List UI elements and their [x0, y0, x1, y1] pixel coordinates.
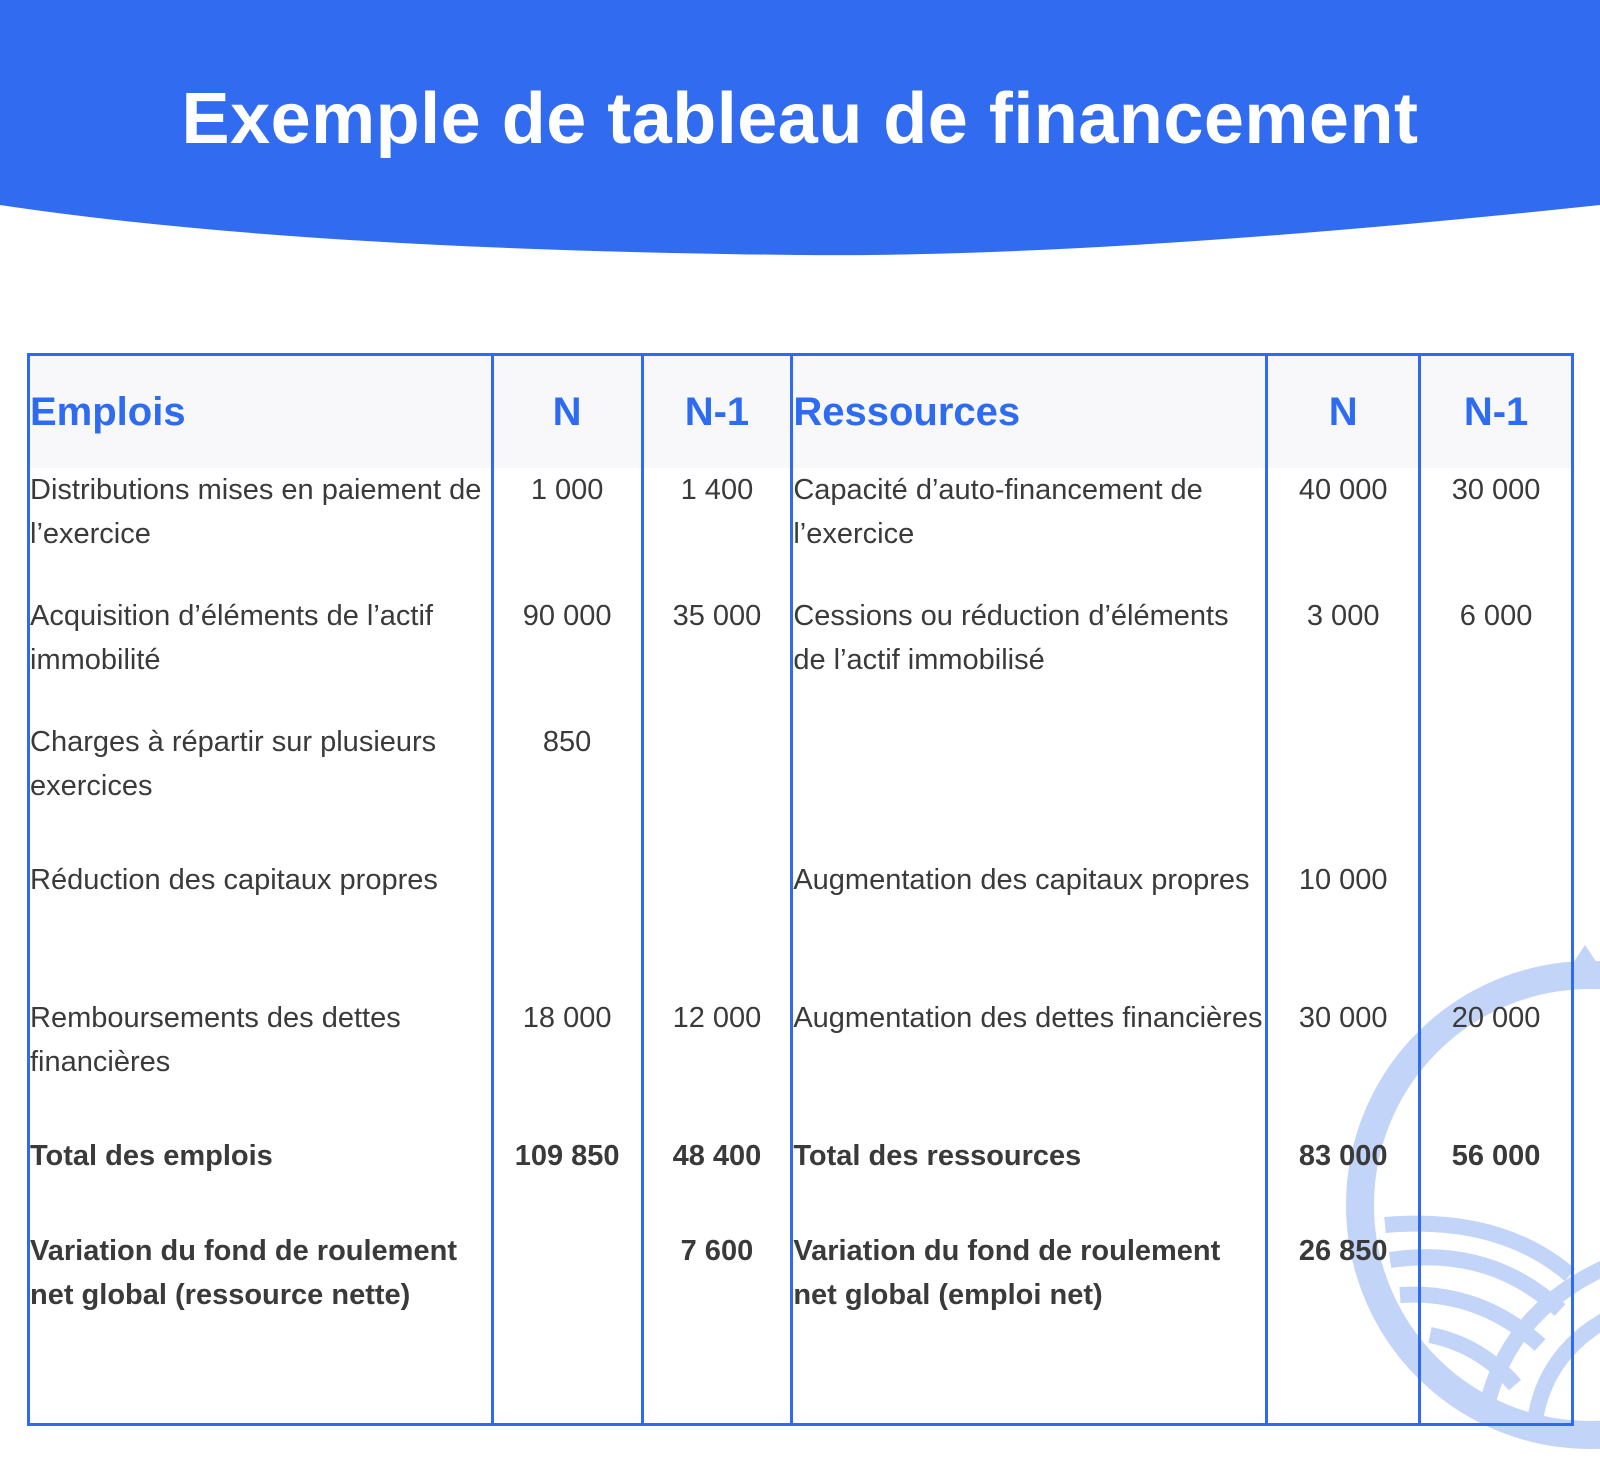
- emploi-n1: 12 000: [642, 996, 792, 1134]
- table-header-row: [29, 355, 1573, 469]
- table-row: [29, 858, 1573, 996]
- emploi-label: Remboursements des dettes financières: [29, 996, 493, 1134]
- table-row: [29, 594, 1573, 720]
- header-ressources-n1: N-1: [1420, 355, 1573, 469]
- total-ressources-label: Total des ressources: [792, 1134, 1267, 1229]
- ressource-n: 30 000: [1267, 996, 1420, 1134]
- emploi-n1: 1 400: [642, 468, 792, 594]
- total-emplois-n: 109 850: [492, 1134, 642, 1229]
- financing-table: [27, 353, 1574, 1426]
- emploi-n: [492, 858, 642, 996]
- emploi-label: Distributions mises en paiement de l’exercice: [29, 468, 493, 594]
- emploi-label: Réduction des capitaux propres: [29, 858, 493, 996]
- emploi-n: 850: [492, 720, 642, 858]
- table-row: [29, 996, 1573, 1134]
- emploi-n1: 35 000: [642, 594, 792, 720]
- emploi-n1: [642, 720, 792, 858]
- variation-emplois-n1: 7 600: [642, 1229, 792, 1425]
- emploi-n: 1 000: [492, 468, 642, 594]
- ressource-n1: 30 000: [1420, 468, 1573, 594]
- variation-ressources-label: Variation du fond de roulement net global (emploi net): [792, 1229, 1267, 1425]
- ressource-label: Augmentation des capitaux propres: [792, 858, 1267, 996]
- total-row: [29, 1134, 1573, 1229]
- variation-emplois-n: [492, 1229, 642, 1425]
- emploi-n: 18 000: [492, 996, 642, 1134]
- total-emplois-label: Total des emplois: [29, 1134, 493, 1229]
- ressource-n1: 6 000: [1420, 594, 1573, 858]
- table-row: [29, 468, 1573, 594]
- page-title: Exemple de tableau de financement: [181, 79, 1419, 159]
- ressource-n: 40 000: [1267, 468, 1420, 594]
- header-emplois: Emplois: [29, 355, 493, 469]
- variation-row: [29, 1229, 1573, 1425]
- header-banner: [0, 0, 1600, 260]
- emploi-n1: [642, 858, 792, 996]
- variation-emplois-label: Variation du fond de roulement net global (ressource nette): [29, 1229, 493, 1425]
- ressource-label: Augmentation des dettes financières: [792, 996, 1267, 1134]
- header-emplois-n1: N-1: [642, 355, 792, 469]
- total-ressources-n1: 56 000: [1420, 1134, 1573, 1229]
- header-ressources: Ressources: [792, 355, 1267, 469]
- emploi-label: Acquisition d’éléments de l’actif immobilité: [29, 594, 493, 720]
- ressource-label: Capacité d’auto-financement de l’exercice: [792, 468, 1267, 594]
- variation-ressources-n1: [1420, 1229, 1573, 1425]
- emploi-n: 90 000: [492, 594, 642, 720]
- total-emplois-n1: 48 400: [642, 1134, 792, 1229]
- ressource-n: 10 000: [1267, 858, 1420, 996]
- ressource-label: Cessions ou réduction d’éléments de l’actif immobilisé: [792, 594, 1267, 858]
- variation-ressources-n: 26 850: [1267, 1229, 1420, 1425]
- ressource-n1: [1420, 858, 1573, 996]
- ressource-n1: 20 000: [1420, 996, 1573, 1134]
- ressource-n: 3 000: [1267, 594, 1420, 858]
- header-ressources-n: N: [1267, 355, 1420, 469]
- header-emplois-n: N: [492, 355, 642, 469]
- total-ressources-n: 83 000: [1267, 1134, 1420, 1229]
- emploi-label: Charges à répartir sur plusieurs exercices: [29, 720, 493, 858]
